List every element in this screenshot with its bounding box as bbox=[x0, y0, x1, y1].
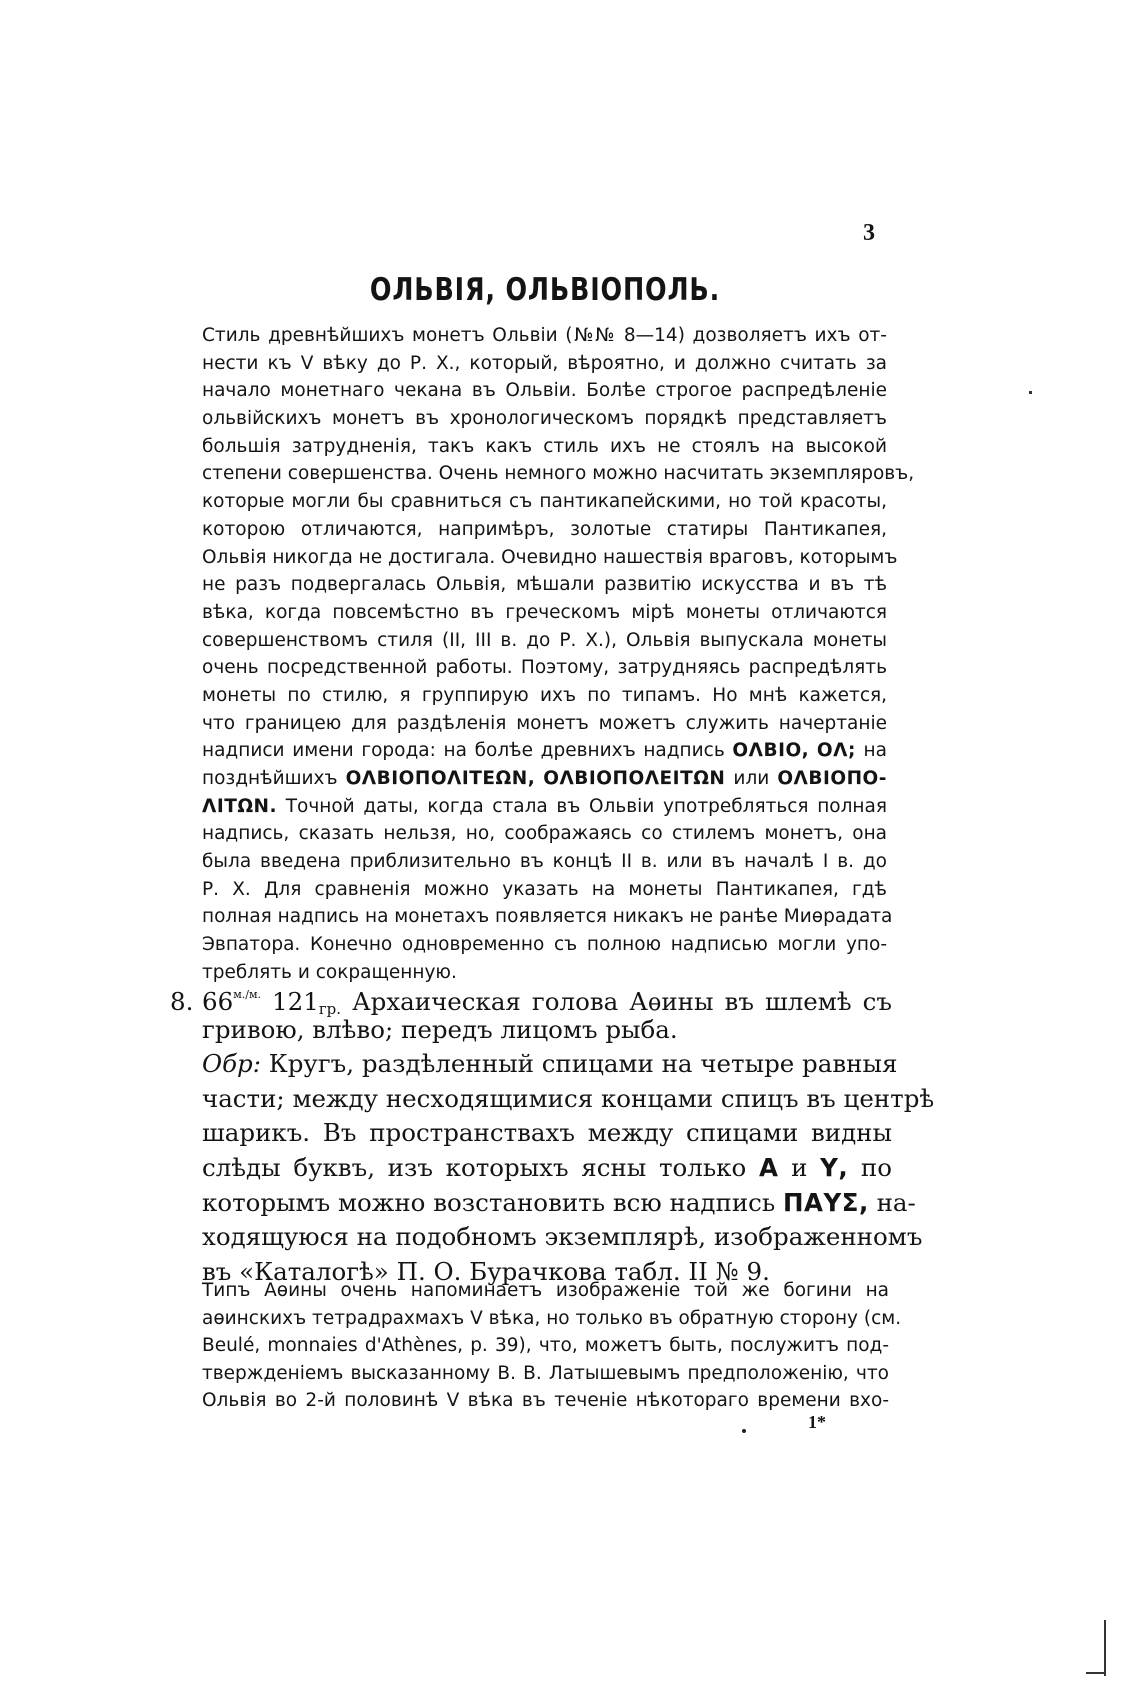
reverse-line: шарикъ. Въ пространствахъ между спицами видны bbox=[202, 1118, 892, 1148]
reverse-text: по bbox=[860, 1152, 892, 1182]
text-line: Beulé, monnaies d'Athènes, p. 39), что, можетъ быть, послужитъ под- bbox=[202, 1335, 889, 1356]
text-line: очень посредственной работы. Поэтому, затрудняясь распредѣлять bbox=[202, 657, 887, 679]
obverse-text-line: гривою, влѣво; передъ лицомъ рыба. bbox=[202, 1014, 678, 1044]
text-line: монеты по стилю, я группирую ихъ по типамъ. Но мнѣ кажется, bbox=[202, 684, 887, 706]
entry-header-line bbox=[170, 978, 892, 1018]
text-line: Эвпатора. Конечно одновременно съ полною надписью могли упо- bbox=[202, 934, 887, 956]
text-line: Ольвія никогда не достигала. Очевидно нашествія враговъ, которымъ bbox=[202, 546, 898, 568]
text-fragment: на bbox=[863, 740, 887, 762]
text-line: Типъ Аѳины очень напоминаетъ изображеніе той же богини на bbox=[202, 1280, 889, 1301]
text-line: твержденіемъ высказанному В. В. Латышевымъ предположенію, что bbox=[202, 1362, 889, 1384]
greek-legend: ΟΛΒΙΟΠΟΛΙΤΕΩΝ, bbox=[345, 768, 536, 789]
text-fragment: Точной даты, когда стала въ Ольвіи употребляться полная bbox=[285, 795, 887, 817]
text-line-greek-old bbox=[202, 737, 887, 765]
text-line: треблять и сокращенную. bbox=[202, 961, 457, 983]
reverse-line: въ «Каталогѣ» П. О. Бурачкова табл. II № 9. bbox=[202, 1256, 770, 1286]
text-line: степени совершенства. Очень немного можно насчитать экземпляровъ, bbox=[202, 463, 915, 485]
text-line: полная надпись на монетахъ появляется никакъ не ранѣе Миѳрадата bbox=[202, 906, 893, 928]
text-line: совершенствомъ стиля (II, III в. до Р. Х.), Ольвія выпускала монеты bbox=[202, 629, 887, 651]
text-fragment: позднѣйшихъ bbox=[202, 768, 338, 789]
size-unit: м./м. bbox=[233, 988, 261, 1001]
text-line bbox=[202, 793, 887, 821]
text-line: была введена приблизительно въ концѣ II в. или въ началѣ I в. до bbox=[202, 851, 887, 873]
scan-edge-line bbox=[1104, 1620, 1106, 1676]
intro-paragraph bbox=[202, 322, 915, 987]
greek-legend: ΟΛ; bbox=[816, 740, 856, 762]
reverse-label: Обр: bbox=[202, 1049, 261, 1079]
note-paragraph bbox=[202, 1277, 902, 1415]
text-line: нести къ V вѣку до Р. Х., который, вѣроятно, и должно считать за bbox=[202, 352, 887, 374]
text-line: что границею для раздѣленія монетъ можетъ служить начертаніе bbox=[202, 712, 887, 734]
text-line: не разъ подвергалась Ольвія, мѣшали развитію искусства и въ тѣ bbox=[202, 574, 887, 596]
reverse-text: слѣды буквъ, изъ которыхъ ясны только bbox=[202, 1152, 747, 1182]
reverse-line: части; между несходящимися концами спицъ въ центрѣ bbox=[202, 1083, 935, 1113]
entry-weight: $121_{гр.}$ bbox=[272, 987, 342, 1018]
signature-mark: 1* bbox=[808, 1412, 826, 1432]
text-line: ольвійскихъ монетъ въ хронологическомъ порядкѣ представляетъ bbox=[202, 408, 887, 430]
obverse-text: Архаическая голова Аѳины въ шлемѣ съ bbox=[352, 987, 892, 1016]
greek-letter: Υ, bbox=[820, 1152, 849, 1182]
scan-speck bbox=[742, 1429, 746, 1433]
reverse-line: ходящуюся на подобномъ экземплярѣ, изображенномъ bbox=[202, 1222, 923, 1252]
text-line: вѣка, когда повсемѣстно въ греческомъ мірѣ монеты отличаются bbox=[202, 601, 887, 623]
text-line: которою отличаются, напримѣръ, золотые статиры Пантикапея, bbox=[202, 518, 887, 540]
greek-letter: Α bbox=[758, 1152, 779, 1182]
text-line: Ольвія во 2-й половинѣ V вѣка въ теченіе нѣкотораго времени вхо- bbox=[202, 1390, 889, 1411]
greek-legend: ΟΛΒΙΟΠΟΛΕΙΤΩΝ bbox=[543, 768, 726, 789]
scan-edge-line bbox=[1086, 1672, 1106, 1674]
text-line: Р. Х. Для сравненія можно указать на монеты Пантикапея, гдѣ bbox=[202, 878, 887, 900]
reverse-text: которымъ можно возстановить всю надпись bbox=[202, 1187, 776, 1217]
text-line: начало монетнаго чекана въ Ольвіи. Болѣе строгое распредѣленіе bbox=[202, 380, 887, 402]
catalog-entry-8 bbox=[170, 978, 935, 1289]
weight-unit: гр. bbox=[318, 1000, 342, 1018]
text-fragment: надписи имени города: на болѣе древнихъ надпись bbox=[202, 740, 725, 762]
reverse-text: Кругъ, раздѣленный спицами на четыре равныя bbox=[268, 1049, 898, 1079]
scan-speck bbox=[1029, 391, 1032, 394]
greek-legend: ΟΛΒΙΟΠΟ- bbox=[777, 768, 887, 789]
text-line: аѳинскихъ тетрадрахмахъ V вѣка, но только въ обратную сторону (см. bbox=[202, 1307, 902, 1329]
entry-size: $66^{м./м.}$ bbox=[202, 987, 261, 1016]
reverse-text: и bbox=[791, 1152, 808, 1182]
greek-legend: ΠΑΥΣ, bbox=[783, 1187, 869, 1217]
text-line: которые могли бы сравниться съ пантикапейскими, но той красоты, bbox=[202, 491, 887, 513]
greek-legend: ΛΙΤΩΝ. bbox=[202, 795, 278, 817]
text-line: большія затрудненія, такъ какъ стиль ихъ не стоялъ на высокой bbox=[202, 435, 887, 457]
entry-number: 8. bbox=[170, 987, 194, 1016]
reverse-line bbox=[170, 1151, 892, 1186]
greek-legend: ΟΛΒΙΟ, bbox=[732, 740, 810, 762]
page-number: 3 bbox=[863, 220, 875, 246]
reverse-text: на- bbox=[876, 1187, 916, 1217]
text-line-greek-late bbox=[202, 765, 887, 793]
text-line: Стиль древнѣйшихъ монетъ Ольвіи (№№ 8—14) дозволяетъ ихъ от- bbox=[202, 325, 887, 346]
text-fragment: или bbox=[733, 768, 770, 789]
reverse-line bbox=[170, 1047, 898, 1082]
reverse-line bbox=[170, 1186, 916, 1221]
text-line: надпись, сказать нельзя, но, соображаясь со стилемъ монетъ, она bbox=[202, 823, 887, 845]
page-title: ОЛЬВІЯ, ОЛЬВІОПОЛЬ. bbox=[369, 272, 721, 308]
